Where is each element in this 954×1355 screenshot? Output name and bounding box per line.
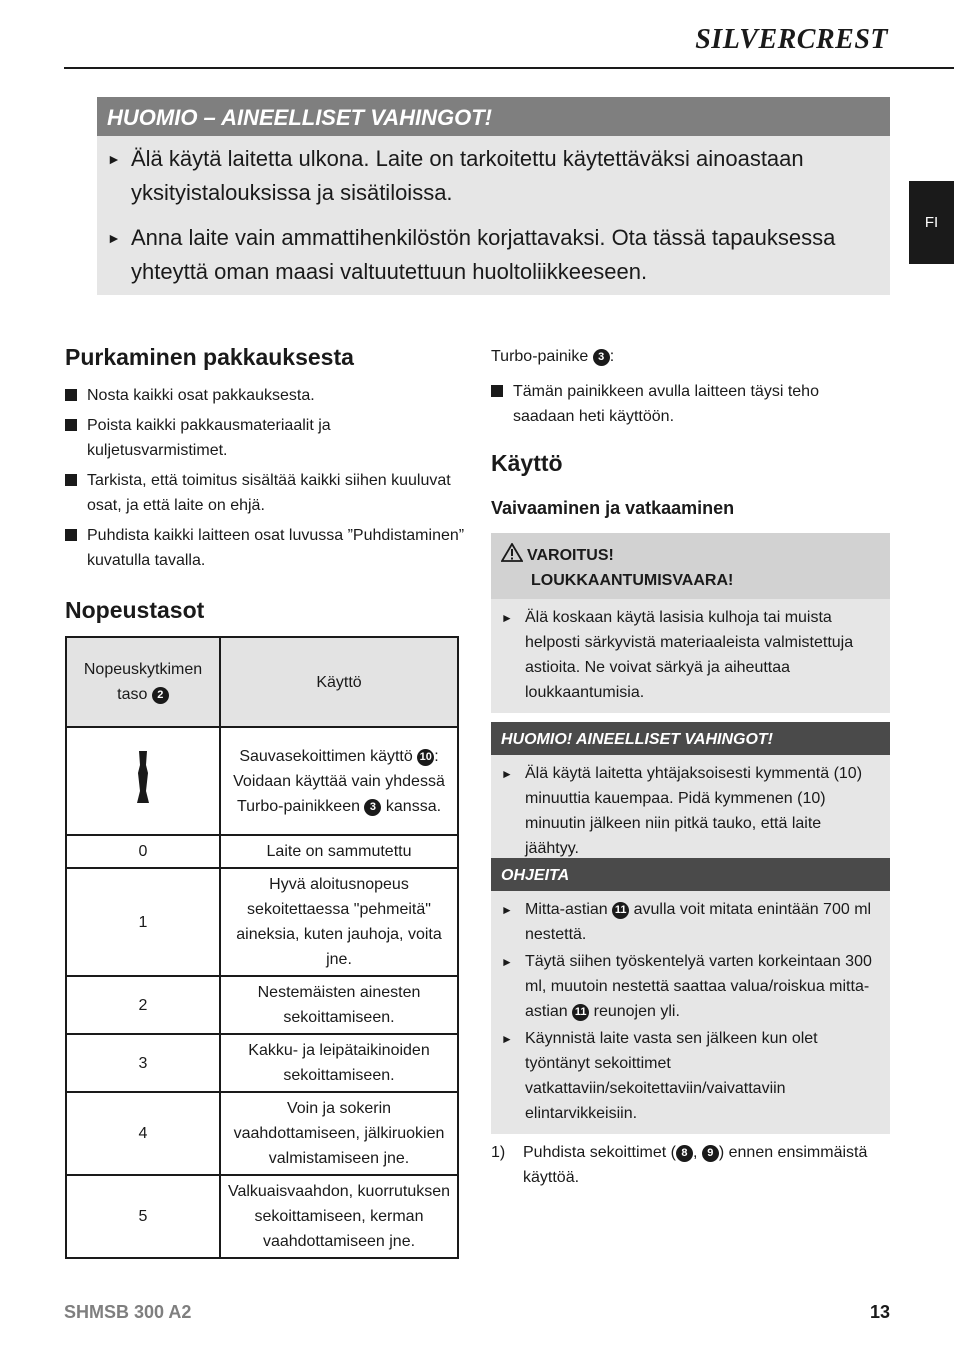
tip-item: ► Käynnistä laite vasta sen jälkeen kun olet työntänyt sekoittimet vatkattaviin/sekoitettaviin/vaivattaviin elintarvikkeisiin. [501,1026,876,1126]
notice-item: ► Älä käytä laitetta ulkona. Laite on tarkoitettu käytettäväksi ainoastaan yksityistalouksissa ja sisätiloissa. [107,142,870,210]
tips-list [491,891,890,1134]
unpacking-list [65,383,465,578]
warning-injury-box [491,533,890,713]
footer-model: SHMSB 300 A2 [64,1302,192,1322]
square-bullet-icon [65,529,77,541]
ref-number-badge: 9 [702,1145,719,1162]
ref-number-badge: 8 [676,1145,693,1162]
usage-heading: Käyttö [491,450,563,476]
ref-number-badge: 3 [593,349,610,366]
table-header-row [66,637,458,727]
square-bullet-icon [491,385,503,397]
hand-blender-icon [133,749,153,805]
speeds-table [65,636,459,1259]
page-number: 13 [869,1302,890,1322]
table-row [66,868,458,976]
arrow-icon: ► [501,955,513,969]
table-cell-level: 2 [66,976,220,1034]
table-cell-level: 3 [66,1034,220,1092]
table-cell-level: 4 [66,1092,220,1175]
damage-title: HUOMIO! AINEELLISET VAHINGOT! [491,722,890,755]
notice-list [97,136,890,289]
brand-logo: SILVERCREST [695,24,888,55]
turbo-list [491,379,871,434]
column-header-use: Käyttö [220,637,458,727]
table-row [66,835,458,868]
list-item: Tarkista, että toimitus sisältää kaikki siihen kuuluvat osat, ja että laite on ehjä. [65,468,465,518]
list-item: Poista kaikki pakkausmateriaalit ja kuljetusvarmistimet. [65,413,465,463]
language-tab: FI [909,181,954,264]
tip-item: ► Mitta-astian 11 avulla voit mitata enintään 700 ml nestettä. [501,897,876,947]
warning-triangle-icon [501,543,523,562]
table-cell-use: Laite on sammutettu [220,835,458,868]
damage-item: ► Älä käytä laitetta yhtäjaksoisesti kymmentä (10) minuuttia kauempaa. Pidä kymmenen (10) minuutin jälkeen niin pitkä tauko, että laite jäähtyy. [501,761,876,861]
ref-number-badge: 10 [417,749,434,766]
tips-title: OHJEITA [491,858,890,891]
speeds-heading: Nopeustasot [65,597,205,623]
header-rule [64,67,954,69]
tip-item: ► Täytä siihen työskentelyä varten korkeintaan 300 ml, muutoin nestettä saattaa valua/roiskua mitta-astian 11 reunojen yli. [501,949,876,1024]
square-bullet-icon [65,474,77,486]
turbo-label: Turbo-painike 3 : [491,348,615,365]
table-cell-level: 5 [66,1175,220,1258]
square-bullet-icon [65,419,77,431]
table-cell-use: Nestemäisten ainesten sekoittamiseen. [220,976,458,1034]
column-header-level: Nopeuskytkimen taso 2 [66,637,220,727]
warning-list [491,599,890,713]
table-cell-level: 0 [66,835,220,868]
table-row [66,1175,458,1258]
unpacking-heading: Purkaminen pakkauksesta [65,344,354,370]
notice-item: ► Anna laite vain ammattihenkilöstön korjattavaksi. Ota tässä tapauksessa yhteyttä oman maasi valtuutettuun huoltoliikkeeseen. [107,221,870,289]
list-item: Puhdista kaikki laitteen osat luvussa ”Puhdistaminen” kuvatulla tavalla. [65,523,465,573]
table-row [66,1034,458,1092]
table-cell-use: Voin ja sokerin vaahdottamiseen, jälkiruokien valmistamiseen jne. [220,1092,458,1175]
arrow-icon: ► [107,230,121,246]
table-cell-level: 1 [66,868,220,976]
warning-item: ► Älä koskaan käytä lasisia kulhoja tai muista helposti särkyvistä materiaaleista valmistettuja astioita. Ne voivat särkyä ja aiheuttaa loukkaantumisia. [501,605,876,705]
ref-number-badge: 11 [612,902,629,919]
damage-list [491,755,890,869]
arrow-icon: ► [501,611,513,625]
table-row [66,727,458,835]
arrow-icon: ► [501,1032,513,1046]
table-cell-use: Hyvä aloitusnopeus sekoitettaessa "pehmeitä" aineksia, kuten jauhoja, voita jne. [220,868,458,976]
table-cell-use: Valkuaisvaahdon, kuorrutuksen sekoittamiseen, kerman vaahdottamiseen jne. [220,1175,458,1258]
ref-number-badge: 3 [364,799,381,816]
table-cell-use: Kakku- ja leipätaikinoiden sekoittamiseen. [220,1034,458,1092]
notice-title: HUOMIO – AINEELLISET VAHINGOT! [97,97,890,136]
list-item: Nosta kaikki osat pakkauksesta. [65,383,465,408]
tips-box [491,858,890,1134]
ref-number-badge: 11 [572,1004,589,1021]
notice-material-damage [97,97,890,295]
ref-number-badge: 2 [152,687,169,704]
table-cell-use: Sauvasekoittimen käyttö 10 : Voidaan käyttää vain yhdessä Turbo-painikkeen 3 kanssa. [220,727,458,835]
table-row [66,976,458,1034]
usage-subheading: Vaivaaminen ja vatkaaminen [491,498,735,518]
step-1: 1) Puhdista sekoittimet ( 8 , 9 ) ennen ensimmäistä käyttöä. [491,1144,868,1186]
arrow-icon: ► [501,767,513,781]
table-row [66,1092,458,1175]
arrow-icon: ► [501,903,513,917]
damage-notice-box [491,722,890,869]
arrow-icon: ► [107,151,121,167]
warning-title: VAROITUS! LOUKKAANTUMISVAARA! [491,533,890,599]
square-bullet-icon [65,389,77,401]
blender-symbol-cell [66,727,220,835]
list-item: Tämän painikkeen avulla laitteen täysi teho saadaan heti käyttöön. [491,379,871,429]
